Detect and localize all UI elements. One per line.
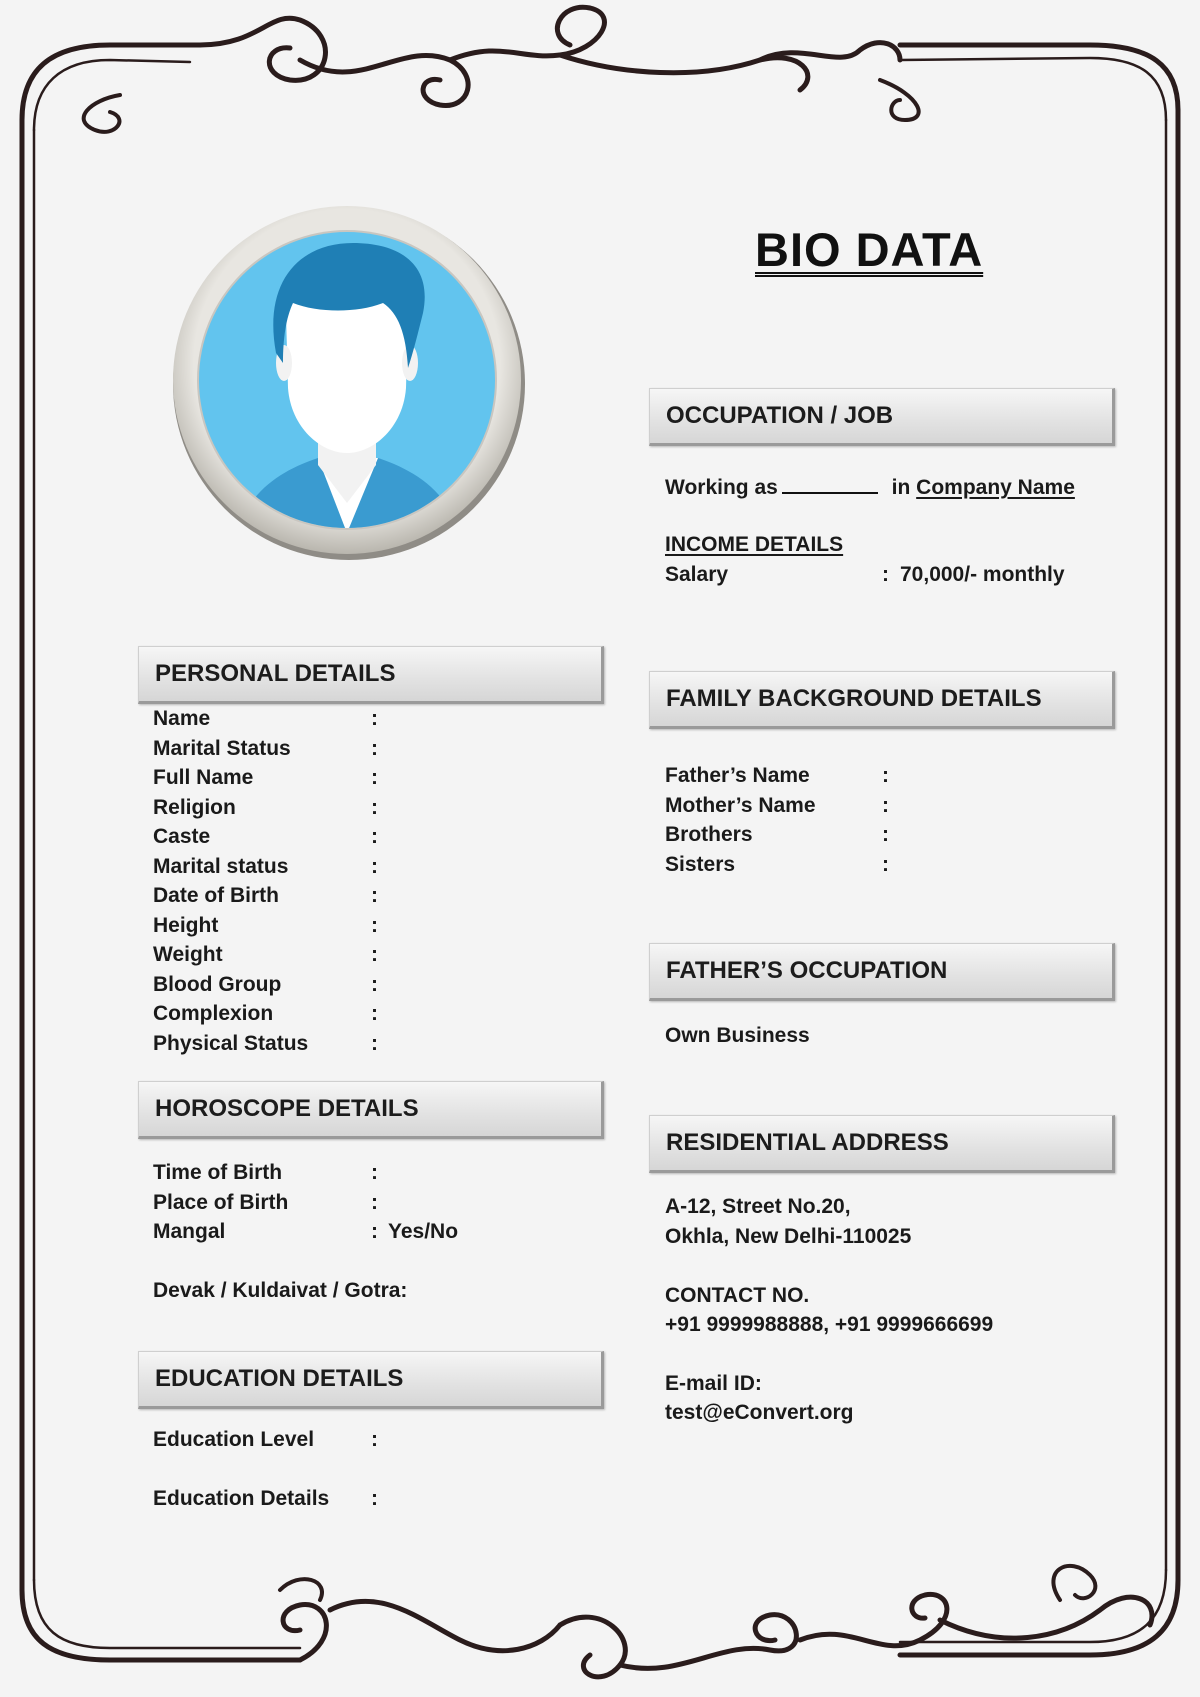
horoscope-heading: HOROSCOPE DETAILS bbox=[155, 1095, 419, 1122]
education-header bbox=[138, 1351, 604, 1409]
gotra-label: Devak / Kuldaivat / Gotra: bbox=[153, 1279, 408, 1302]
salary-label: Salary bbox=[665, 563, 729, 586]
working-as-line bbox=[665, 474, 1075, 500]
education-details-colon: : bbox=[371, 1487, 378, 1510]
personal-details-list bbox=[153, 707, 593, 1061]
email-value[interactable]: test@eConvert.org bbox=[665, 1401, 854, 1424]
education-level-label: Education Level bbox=[153, 1428, 315, 1451]
education-details-label: Education Details bbox=[153, 1487, 330, 1510]
personal-row-marital-status: Marital Status : bbox=[153, 736, 378, 760]
family-row-brothers: Brothers : bbox=[665, 823, 889, 846]
address-heading: RESIDENTIAL ADDRESS bbox=[666, 1129, 949, 1156]
occupation-header bbox=[649, 388, 1115, 446]
contact-value[interactable]: +91 9999988888, +91 9999666699 bbox=[665, 1313, 994, 1336]
family-details-list bbox=[665, 764, 1105, 882]
family-row-mother: Mother’s Name : bbox=[665, 793, 889, 817]
horoscope-row-time: Time of Birth : bbox=[153, 1161, 378, 1184]
in-label: in bbox=[891, 476, 911, 499]
personal-row-caste: Caste : bbox=[153, 825, 378, 848]
working-as-label: Working as bbox=[665, 476, 778, 499]
personal-row-weight: Weight : bbox=[153, 943, 378, 966]
personal-row-blood-group: Blood Group : bbox=[153, 972, 378, 996]
occupation-heading: OCCUPATION / JOB bbox=[666, 402, 894, 429]
profile-avatar[interactable] bbox=[168, 203, 526, 561]
horoscope-row-mangal: Mangal : Yes/No bbox=[153, 1220, 459, 1243]
personal-row-name: Name : bbox=[153, 707, 378, 730]
address-header bbox=[649, 1115, 1115, 1173]
company-name: Company Name bbox=[916, 476, 1075, 499]
address-line-1: A-12, Street No.20, bbox=[665, 1195, 851, 1218]
personal-header bbox=[138, 646, 604, 704]
personal-row-height: Height : bbox=[153, 913, 378, 937]
family-row-sisters: Sisters : bbox=[665, 852, 889, 876]
horoscope-row-place: Place of Birth : bbox=[153, 1190, 378, 1214]
personal-row-religion: Religion : bbox=[153, 795, 378, 819]
family-row-father: Father’s Name : bbox=[665, 764, 889, 787]
salary-colon: : bbox=[882, 563, 889, 586]
occupation-blank[interactable] bbox=[782, 474, 878, 494]
income-heading: INCOME DETAILS bbox=[665, 533, 844, 556]
father-occupation-heading: FATHER’S OCCUPATION bbox=[666, 957, 948, 984]
page-title: BIO DATA bbox=[755, 223, 984, 276]
personal-row-complexion: Complexion : bbox=[153, 1002, 378, 1025]
address-line-2: Okhla, New Delhi-110025 bbox=[665, 1225, 912, 1248]
salary-value: 70,000/- monthly bbox=[900, 563, 1065, 586]
personal-row-full-name: Full Name : bbox=[153, 766, 378, 789]
horoscope-header bbox=[138, 1081, 604, 1139]
personal-row-date-of-birth: Date of Birth : bbox=[153, 884, 378, 907]
contact-label: CONTACT NO. bbox=[665, 1284, 810, 1307]
family-heading: FAMILY BACKGROUND DETAILS bbox=[666, 685, 1042, 712]
father-occupation-text: Own Business bbox=[665, 1024, 810, 1047]
personal-row-physical-status: Physical Status : bbox=[153, 1031, 378, 1055]
personal-row-marital-status-2: Marital status : bbox=[153, 854, 378, 878]
personal-heading: PERSONAL DETAILS bbox=[155, 660, 396, 687]
education-level-colon: : bbox=[371, 1428, 378, 1451]
father-occupation-header bbox=[649, 943, 1115, 1001]
horoscope-details-list bbox=[153, 1161, 593, 1250]
family-header bbox=[649, 671, 1115, 729]
email-label: E-mail ID: bbox=[665, 1372, 762, 1395]
education-heading: EDUCATION DETAILS bbox=[155, 1365, 404, 1392]
